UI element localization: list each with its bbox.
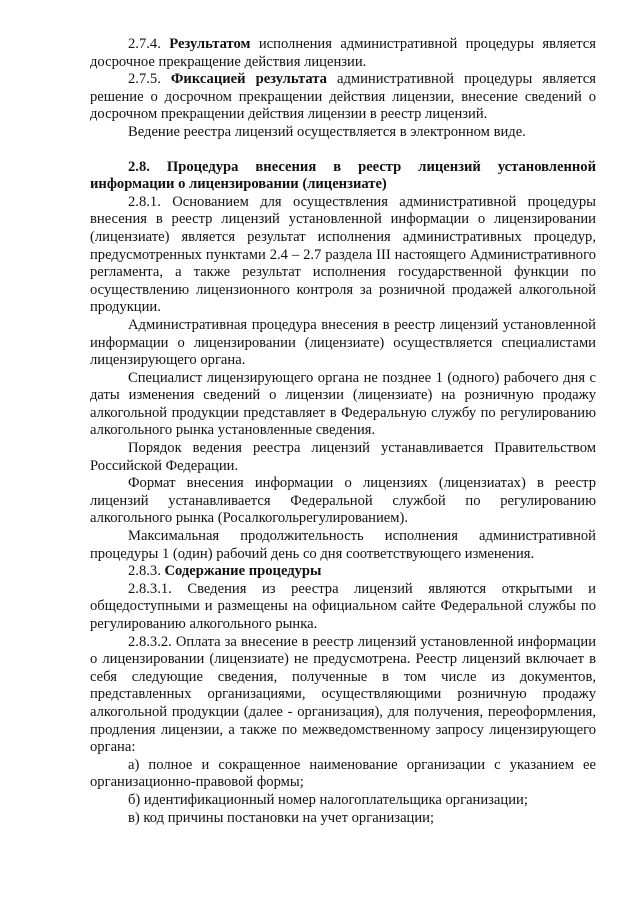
paragraph-registry-order: Порядок ведения реестра лицензий устанавливается Правительством Российской Федерации. — [90, 440, 596, 474]
list-item-c: в) код причины постановки на учет организации; — [128, 809, 435, 826]
paragraph-2-8-3-1: 2.8.3.1. Сведения из реестра лицензий являются открытыми и общедоступными и размещены на официальном сайте Федеральной службы по регулированию алкогольного рынка. — [90, 580, 596, 632]
paragraph-text: административной процедуры является решение о досрочном прекращении действия лицензии, внесение сведений о досрочном прекращении действия лицензии в реестр лицензий. — [90, 71, 596, 123]
clause-number: 2.7.4. — [128, 36, 161, 52]
paragraph-2-7-4 — [90, 36, 596, 71]
paragraph-text: исполнения административной процедуры является досрочное прекращение действия лицензии. — [90, 36, 596, 70]
bold-term: Результатом — [169, 36, 251, 52]
list-item-b: б) идентификационный номер налогоплательщика организации; — [128, 791, 528, 808]
paragraph-format: Формат внесения информации о лицензиях (лицензиатах) в реестр лицензий устанавливается Федеральной службой по регулированию алкогольного рынка (Росалкогольрегулированием). — [90, 475, 596, 527]
section-heading-2-8: 2.8. Процедура внесения в реестр лицензий установленной информации о лицензировании (лицензиате) — [90, 158, 596, 193]
paragraph-specialist: Специалист лицензирующего органа не позднее 1 (одного) рабочего дня с даты изменения сведений о лицензии (лицензиате) на розничную продажу алкогольной продукции представляет в Федеральную службу по регулированию алкогольного рынка установленные сведения. — [90, 369, 596, 439]
paragraph-2-8-3 — [90, 563, 596, 581]
clause-number: 2.8.3. — [128, 563, 161, 580]
bold-term: Содержание процедуры — [164, 563, 322, 580]
paragraph-2-7-5 — [90, 71, 596, 124]
paragraph-2-8-1: 2.8.1. Основанием для осуществления административной процедуры внесения в реестр лицензий установленной информации о лицензировании (лицензиате) является результат исполнения административных процедур, предусмотренных пунктами 2.4 – 2.7 раздела III настоящего Административного регламента, а также результат исполнения государственной функции по осуществлению лицензионного контроля за розничной продажей алкогольной продукции. — [90, 193, 596, 316]
paragraph-duration: Максимальная продолжительность исполнения административной процедуры 1 (один) рабочий день со дня соответствующего изменения. — [90, 528, 596, 562]
paragraph-2-8-3-2: 2.8.3.2. Оплата за внесение в реестр лицензий установленной информации о лицензировании (лицензиате) не предусмотрена. Реестр лицензий включает в себя следующие сведения, полученные в том числе из документов, представленных организациями, осуществляющими розничную продажу алкогольной продукции (далее - организация), для получения, переоформления, продления лицензии, а также по межведомственному запросу лицензирующего органа: — [90, 633, 596, 756]
list-item-a: а) полное и сокращенное наименование организации с указанием ее организационно-правовой формы; — [90, 756, 596, 791]
bold-term: Фиксацией результата — [170, 71, 327, 88]
clause-number: 2.7.5. — [128, 71, 161, 88]
paragraph-admin-procedure: Административная процедура внесения в реестр лицензий установленной информации о лицензировании (лицензиате) осуществляется специалистами лицензирующего органа. — [90, 316, 596, 369]
paragraph-registry-electronic: Ведение реестра лицензий осуществляется в электронном виде. — [128, 123, 526, 140]
